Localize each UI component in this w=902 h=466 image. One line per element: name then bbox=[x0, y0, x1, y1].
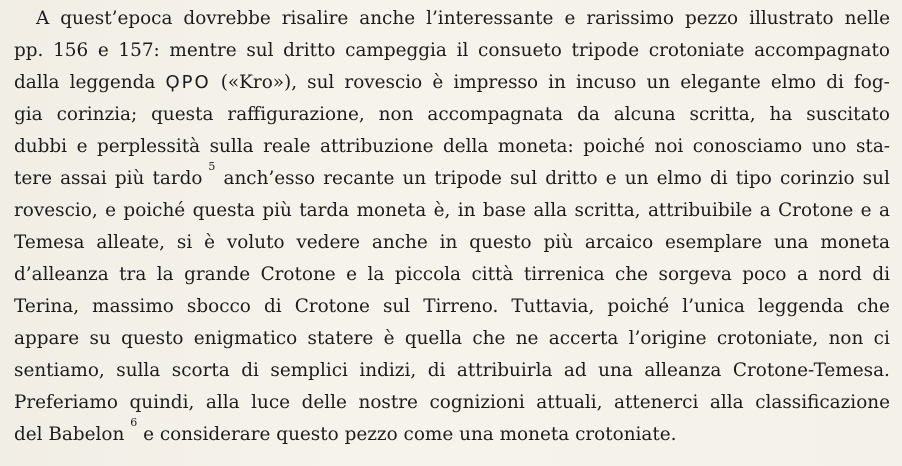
word: la bbox=[156, 264, 174, 285]
word: il bbox=[456, 40, 469, 61]
word: crotoniate, bbox=[716, 328, 819, 349]
word: più bbox=[543, 232, 573, 253]
word: enigmatico bbox=[193, 328, 298, 349]
word: alleanza bbox=[644, 360, 722, 381]
word: sta- bbox=[855, 136, 890, 157]
word: che bbox=[856, 296, 890, 317]
word: noi bbox=[654, 136, 684, 157]
word: suscitato bbox=[806, 104, 890, 125]
word: 156 bbox=[53, 40, 89, 61]
word: uno bbox=[811, 136, 847, 157]
word: e bbox=[97, 40, 109, 61]
word: e bbox=[605, 168, 617, 189]
word: città bbox=[471, 264, 514, 285]
word: sbocco bbox=[186, 296, 251, 317]
word: attribuirla bbox=[456, 360, 553, 381]
word: poco bbox=[742, 264, 787, 285]
word: ha bbox=[769, 104, 793, 125]
word: tipo bbox=[735, 168, 772, 189]
word: sulla bbox=[209, 136, 254, 157]
word: di bbox=[263, 296, 282, 317]
word: scritta, bbox=[689, 104, 756, 125]
word: Babelon $^6$ bbox=[48, 416, 138, 445]
word: pezzo bbox=[344, 424, 398, 445]
word: corinzio bbox=[780, 168, 855, 189]
word: che bbox=[472, 328, 506, 349]
word: dalla bbox=[14, 72, 60, 93]
word: più bbox=[262, 200, 292, 221]
word: d’alleanza bbox=[14, 264, 109, 285]
word: statere bbox=[307, 328, 374, 349]
word: questa bbox=[151, 104, 214, 125]
word: una bbox=[459, 424, 494, 445]
word: e bbox=[105, 200, 116, 221]
word: di bbox=[709, 168, 728, 189]
word: in bbox=[439, 232, 458, 253]
word: da bbox=[577, 104, 600, 125]
word: alcuna bbox=[613, 104, 676, 125]
word: fog- bbox=[853, 72, 890, 93]
word: scritta, bbox=[574, 200, 641, 221]
word: poiché bbox=[607, 296, 670, 317]
word: luce bbox=[251, 392, 291, 413]
word: attenerci bbox=[614, 392, 699, 413]
word: sul bbox=[307, 72, 335, 93]
greek-inscription: ϘPO bbox=[165, 72, 211, 93]
word: alleate, bbox=[96, 232, 166, 253]
word: Crotone-Temesa. bbox=[732, 360, 890, 381]
word: in bbox=[548, 72, 566, 93]
text-line-6 bbox=[14, 160, 890, 194]
word: Tirreno. bbox=[423, 296, 499, 317]
word: un bbox=[402, 168, 427, 189]
word: una bbox=[598, 360, 633, 381]
word: è bbox=[204, 232, 215, 253]
word: consueto bbox=[478, 40, 562, 61]
word: rovescio bbox=[344, 72, 423, 93]
word: che bbox=[615, 264, 649, 285]
word: cognizioni bbox=[429, 392, 525, 413]
text-line-7 bbox=[14, 196, 890, 226]
word: leggenda bbox=[757, 296, 844, 317]
text-line-14 bbox=[14, 416, 677, 450]
word: ci bbox=[873, 328, 890, 349]
word: un bbox=[646, 72, 671, 93]
word: l’unica bbox=[682, 296, 745, 317]
word: illustrato bbox=[749, 8, 834, 29]
word: un bbox=[624, 168, 649, 189]
word: Temesa bbox=[14, 232, 85, 253]
word: dubbi bbox=[14, 136, 68, 157]
word: dovrebbe bbox=[183, 8, 271, 29]
word: Crotone bbox=[294, 296, 370, 317]
word: attribuzione bbox=[320, 136, 434, 157]
word: tripode bbox=[571, 40, 640, 61]
word: rarissimo bbox=[586, 8, 675, 29]
text-line-13 bbox=[14, 388, 890, 418]
word: assai bbox=[60, 168, 107, 189]
word: anche bbox=[359, 8, 416, 29]
word: la bbox=[367, 264, 385, 285]
word: tardo $^5$ bbox=[152, 160, 216, 189]
word: in bbox=[457, 200, 476, 221]
word: come bbox=[403, 424, 454, 445]
word: anch’esso bbox=[223, 168, 316, 189]
word: impresso bbox=[453, 72, 539, 93]
word: quest’epoca bbox=[60, 8, 173, 29]
word: classificazione bbox=[755, 392, 890, 413]
word: crotoniate bbox=[648, 40, 745, 61]
word: rovescio, bbox=[14, 200, 98, 221]
word: quella bbox=[404, 328, 463, 349]
word: risalire bbox=[281, 8, 349, 29]
word: voluto bbox=[226, 232, 285, 253]
word: accompagnata bbox=[427, 104, 564, 125]
word: pp. bbox=[14, 40, 44, 61]
word: sulla bbox=[116, 360, 161, 381]
word: moneta: bbox=[497, 136, 574, 157]
word: Terina, bbox=[14, 296, 80, 317]
word: elmo bbox=[770, 72, 817, 93]
word: indizi, bbox=[359, 360, 417, 381]
word: attribuibile bbox=[647, 200, 753, 221]
word: ad bbox=[563, 360, 587, 381]
word: massimo bbox=[92, 296, 174, 317]
text-line-4 bbox=[14, 100, 890, 130]
text-line-12 bbox=[14, 356, 890, 386]
word: elegante bbox=[680, 72, 761, 93]
word: questo bbox=[121, 328, 184, 349]
word: questo bbox=[469, 232, 532, 253]
word: alla bbox=[205, 392, 240, 413]
word: reale bbox=[263, 136, 311, 157]
word: è, bbox=[433, 200, 451, 221]
text-line-10 bbox=[14, 292, 890, 322]
word: di bbox=[826, 72, 844, 93]
word: di bbox=[872, 264, 890, 285]
word: di bbox=[427, 360, 446, 381]
word: A bbox=[36, 8, 50, 29]
word: su bbox=[89, 328, 111, 349]
word: delle bbox=[301, 392, 347, 413]
word: nord bbox=[818, 264, 862, 285]
word: quindi, bbox=[129, 392, 195, 413]
word: campeggia bbox=[345, 40, 447, 61]
text-line-2 bbox=[14, 36, 890, 66]
word: del bbox=[14, 424, 43, 445]
word: e bbox=[346, 264, 358, 285]
word: elmo bbox=[656, 168, 702, 189]
word: a bbox=[878, 200, 890, 221]
word: sul bbox=[509, 168, 538, 189]
word: tra bbox=[119, 264, 147, 285]
word: arcaico bbox=[584, 232, 654, 253]
word: pezzo bbox=[685, 8, 739, 29]
word: base bbox=[482, 200, 526, 221]
word: moneta bbox=[820, 232, 890, 253]
word: non bbox=[828, 328, 864, 349]
word: grande bbox=[184, 264, 251, 285]
word: a bbox=[796, 264, 808, 285]
text-line-3 bbox=[14, 68, 890, 98]
word: semplici bbox=[270, 360, 348, 381]
word: della bbox=[442, 136, 489, 157]
word: più bbox=[114, 168, 145, 189]
text-line-1 bbox=[14, 4, 890, 34]
word: sul bbox=[246, 40, 274, 61]
word: sul bbox=[862, 168, 890, 189]
word: mentre bbox=[169, 40, 237, 61]
word: Crotone bbox=[778, 200, 854, 221]
word: dritto bbox=[545, 168, 598, 189]
word: tirrenica bbox=[523, 264, 605, 285]
word: e bbox=[564, 8, 576, 29]
word: è bbox=[432, 72, 444, 93]
word: poiché bbox=[583, 136, 645, 157]
word: tere bbox=[14, 168, 52, 189]
word: recante bbox=[323, 168, 395, 189]
word: Preferiamo bbox=[14, 392, 118, 413]
word: e bbox=[76, 136, 88, 157]
word: conosciamo bbox=[692, 136, 803, 157]
word: moneta bbox=[356, 200, 427, 221]
word: incuso bbox=[575, 72, 637, 93]
text-line-8 bbox=[14, 228, 890, 258]
footnote-ref: 6 bbox=[130, 416, 138, 429]
word: e bbox=[860, 200, 872, 221]
word: tarda bbox=[299, 200, 350, 221]
word: e bbox=[143, 424, 154, 445]
word: perplessità bbox=[96, 136, 201, 157]
word: scorta bbox=[171, 360, 230, 381]
word: si bbox=[176, 232, 193, 253]
word: anche bbox=[371, 232, 428, 253]
word: appare bbox=[14, 328, 80, 349]
word: piccola bbox=[394, 264, 461, 285]
footnote-ref: 5 bbox=[208, 160, 216, 173]
word: a bbox=[759, 200, 771, 221]
text-line-11 bbox=[14, 324, 890, 354]
word: di bbox=[241, 360, 259, 381]
word: accompagnato bbox=[754, 40, 890, 61]
word: sorgeva bbox=[658, 264, 732, 285]
word: l’origine bbox=[628, 328, 707, 349]
word: accerta bbox=[548, 328, 619, 349]
word: è bbox=[383, 328, 395, 349]
word: nelle bbox=[844, 8, 890, 29]
word: moneta bbox=[499, 424, 570, 445]
word: questa bbox=[192, 200, 255, 221]
word: non bbox=[378, 104, 414, 125]
word: sul bbox=[382, 296, 411, 317]
word: leggenda bbox=[69, 72, 156, 93]
word: alla bbox=[709, 392, 744, 413]
word: vedere bbox=[296, 232, 361, 253]
word: l’interessante bbox=[426, 8, 554, 29]
word: questo bbox=[276, 424, 339, 445]
text-line-5 bbox=[14, 132, 890, 162]
word: Tuttavia, bbox=[511, 296, 595, 317]
word: attuali, bbox=[536, 392, 603, 413]
word: alla bbox=[533, 200, 568, 221]
word: 157: bbox=[118, 40, 160, 61]
word: poiché bbox=[123, 200, 186, 221]
word: sentiamo, bbox=[14, 360, 105, 381]
word: esemplare bbox=[665, 232, 762, 253]
word: («Kro»), bbox=[220, 72, 298, 93]
word: tripode bbox=[434, 168, 502, 189]
word: raffigurazione, bbox=[227, 104, 365, 125]
word: nostre bbox=[358, 392, 418, 413]
word: Crotone bbox=[260, 264, 336, 285]
word: una bbox=[773, 232, 809, 253]
word: considerare bbox=[159, 424, 271, 445]
text-line-9 bbox=[14, 260, 890, 290]
word: corinzia; bbox=[56, 104, 138, 125]
word: dritto bbox=[283, 40, 336, 61]
word: gia bbox=[14, 104, 43, 125]
word: ne bbox=[515, 328, 539, 349]
word: crotoniate. bbox=[575, 424, 677, 445]
